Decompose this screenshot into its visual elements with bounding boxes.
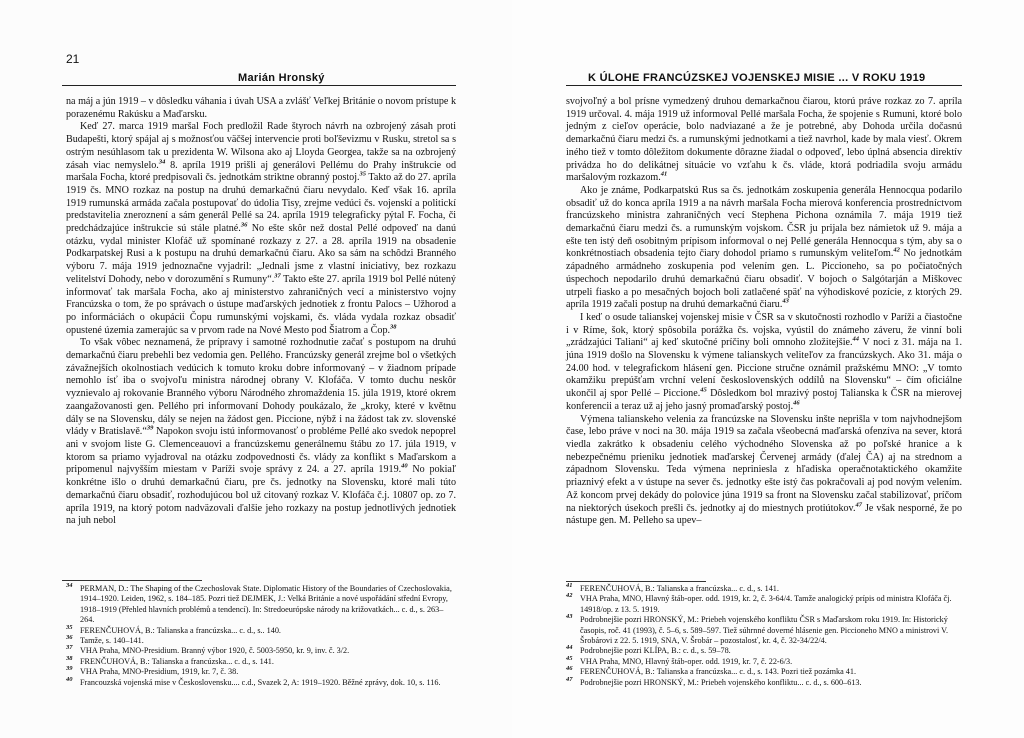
header-rule [566,85,962,86]
footnote-ref: 35 [359,170,367,178]
paragraph: svojvoľný a bol prísne vymedzený druhou demarkačnou čiarou, ktorú práve rozkaz zo 7. apríla 1919 určoval. 4. mája 1919 už informoval Pellé maršala Focha, že spojenie s Rumuni, ktoré bolo jedným z cieľov operácie, bolo nadviazané a že je potrebné, aby Dohoda určila dočasnú demarkačnú čiaru medzi čs. a rumunskými jednotkami a tiež navrhol, kade by mala viesť. Okrem iného tiež v tomto dôležitom dokumente dôrazne žiadal o odpoveď, lebo úplná absencia direktív privádza ho do delikátnej situácie vo vzťahu k čs. vláde, ktorá podriadila svoju armádu maršalovým rozkazom.$^{41}$ [566,96,962,184]
footnote: 42 VHA Praha, MNO, Hlavný štáb-oper. odd. 1919, kr. 2, č. 3-64/4. Tamže analogický prípis od ministra Klofáča čj. 14918/op. z 13. 5. 1919. [566,592,952,614]
paragraph: Keď 27. marca 1919 maršal Foch predložil Rade štyroch návrh na ozbrojený zásah proti Budapešti, ktorý spájal aj s možnosťou väčšej intervencie proti boľševizmu v Rusku, stretol sa s ostrým nesúhlasom tak u prezidenta W. Wilsona ako aj Lloyda Georgea, takže sa na ozbrojený zásah viac nemyslelo.$^{34}$ 8. apríla 1919 prišli aj generálovi Pellému do Prahy inštrukcie od maršala Focha, ktoré predpisovali čs. jednotkám striktne obranný postoj.$^{35}$ Takto až do 27. apríla 1919 čs. MNO rozkaz na postup na druhú demarkačnú čiaru nevydalo. Keď však 16. apríla 1919 rumunská armáda začala postupovať do údolia Tisy, zrejme vedúci čs. vojenskí a politickí predstavitelia zneroznení a sám generál Pellé sa 24. apríla 1919 telegraficky pýtal F. Focha, či predchádzajúce inštrukcie sú stále platné.$^{36}$ No ešte skôr než dostal Pellé odpoveď na danú otázku, vydal minister Klofáč už spomínané rozkazy z 27. a 28. apríla 1919 na obsadenie Podkarpatskej Rusi a k postupu na druhú demarkačnú čiaru. Ako sa sám na schôdzi Branného výboru 7. mája 1919 jednoznačne vyjadril: „Jednali jsme z vlastní iniciativy, bez rozkazu velitelství Dohody, nebo v dorozumění s Rumuny“.$^{37}$ Takto ešte 27. apríla 1919 bol Pellé nútený informovať tak maršala Focha, ako aj ministerstvo zahraničných vecí a ministerstvo vojny Francúzska o tom, že po správach o ústupe maďarských jednotiek z frontu Palocs – Užhorod a po informáciách o okupácii Čopu rumunskými vojskami, čs. vláda vydala rozkaz obsadiť opustené územia zamerajúc sa v prvom rade na Nové Mesto pod Šiatrom a Čop.$^{38}$ [66,121,456,336]
right-footnotes [566,584,962,688]
footnote: 44 Podrobnejšie pozri KLÍPA, B.: c. d., s. 59–78. [566,644,731,656]
paragraph: Výmena talianskeho velenia za francúzske na Slovensku inšte neprišla v tom najvhodnejšom čase, lebo práve v noci na 30. mája 1919 sa začala všeobecná maďarská ofenzíva na sever, ktorá viedla zakrátko k obsadeniu celého východného Slovenska až po poľské hranice a k nebezpečnému prieniku jednotiek maďarskej Červenej armády (ďalej ČA) aj na strednom a západnom Slovensku. Teda výmena nepriniesla z hľadiska operačnotaktického okamžite priaznivý efekt a v ústupe na sever čs. jednotky ešte istý čas pokračovali aj pod novým velením. Až koncom prvej dekády do polovice júna 1919 sa front na Slovensku začal stabilizovať, príčom na niektorých úsekoch prešli čs. jednotky aj do miestnych protiútokov.$^{47}$ Je však nesporné, že po nástupe gen. M. Pelleho sa upev– [566,413,962,527]
footnote-ref: 39 [146,424,154,432]
footnote-ref: 38 [390,323,397,331]
footnote: 38 FRENČUHOVÁ, B.: Talianska a francúzska... c. d., s. 141. [66,654,274,666]
footnote: 37 VHA Praha, MNO-Presidium. Branný výbor 1920, č. 5003-5950, kr. 9, inv. č. 3/2. [66,644,350,656]
footnote: 40 Francouzská vojenská mise v Československu.... c.d., Svazek 2, A: 1919–1920. Běžné zprávy, dok. 10, s. 116. [66,675,441,687]
header-rule [62,85,456,86]
footnote-ref: 45 [700,386,707,394]
footnote: 45 VHA Praha, MNO, Hlavný štáb-oper. odd. 1919, kr. 7, č. 22-6/3. [566,654,793,666]
left-body-text [66,96,456,528]
footnote: 47 Podrobnejšie pozri HRONSKÝ, M.: Priebeh vojenského konfliktu... c. d., s. 600–613. [566,675,862,687]
page-number: 21 [66,52,80,66]
footnote: 43 Podrobnejšie pozri HRONSKÝ, M.: Priebeh vojenského konfliktu ČSR s Maďarskom roku 1919. In: Historický časopis, roč. 41 (1993), č. 5–6, s. 589–597. Tiež súhrnné doverné hlásenie gen. Piccioneho MNO a ministrovi V. Šrobárovi z 22. 5. 1919, SNA, V. Šrobár – pozostalosť, kr. 4, č. 32-34/22/4. [566,613,949,646]
footnote-ref: 47 [855,501,862,509]
footnote-ref: 37 [274,272,281,280]
footnote-ref: 43 [782,297,789,305]
footnote-ref: 41 [660,170,668,178]
running-head-title: K ÚLOHE FRANCÚZSKEJ VOJENSKEJ MISIE ... V ROKU 1919 [588,72,926,84]
footnote-ref: 42 [893,247,900,255]
left-footnotes [66,584,456,688]
footnote: 46 FERENČUHOVÁ, B.: Talianska a francúzska... c. d., s. 143. Pozri tiež pozámka 41. [566,665,856,677]
footnote: 35 FERENČUHOVÁ, B.: Talianska a francúzska... c. d., s.. 140. [66,623,281,635]
footnote: 36 Tamže, s. 140–141. [66,634,144,646]
footnote-ref: 46 [793,399,800,407]
footnote-ref: 40 [401,463,408,471]
paragraph: na máj a jún 1919 – v dôsledku váhania i úvah USA a zvlášť Veľkej Británie o novom prístupe k porazenému Rakúsku a Maďarsku. [66,96,456,120]
footnote-rule [62,580,202,581]
footnote: 34 PERMAN, D.: The Shaping of the Czechoslovak State. Diplomatic History of the Boundaries of Czechoslovakia, 1914–1920. Leiden, 1962, s. 184–185. Pozri tiež DEJMEK, J.: Velká Británie a nové uspořádání střední Evropy, 1918–1919 (Přehled hlavních problémů a tendencí). In: Stredoeurópske národy na križovatkách... c. d., s. 263–264. [66,582,452,625]
footnote: 41 FERENČUHOVÁ, B.: Talianska a francúzska... c. d., s. 141. [566,582,779,593]
paragraph: Ako je známe, Podkarpatskú Rus sa čs. jednotkám zoskupenia generála Hennocqua podarilo obsadiť už do konca apríla 1919 a na návrh maršala Focha mierová konferencia prostredníctvom francúzskeho ministra zahraničných vecí Stephena Pichona oznámila 7. mája 1919 tiež demarkačnú čiaru medzi čs. a rumunským vojskom. ČSR ju prijala bez námietok už 9. mája a ešte ten istý deň osobitným prípisom informoval o nej Pellé generála Hennocqua s tým, aby sa o konkrétnostiach obsadenia tejto čiary dohodol priamo s rumunským veliteľom.$^{42}$ No jednotkám západného armádneho zoskupenia pod velením gen. L. Piccioneho, sa po počiatočných úspechoch nepodarilo druhú demarkačnú čiaru obsadiť. V bojoch o Salgótarján a Miškovec utrpeli fiasko a po mesačných bojoch boli zatlačené späť na výhodiskové pozície, z ktorých 29. apríla 1919 začali postup na druhú demarkačnú čiaru.$^{43}$ [566,184,963,311]
right-page [512,0,1024,738]
right-body-text [566,96,962,528]
footnote-ref: 34 [158,158,166,166]
paragraph: To však vôbec neznamená, že prípravy i samotné rozhodnutie začať s postupom na druhú demarkačnú čiaru prebehli bez vedomia gen. Pellého. Francúzsky generál zrejme bol o všetkých závažnejších okolnostiach vedúcich k tomuto kroku dobre informovaný – v žiadnom prípade nemohlo ísť iba o svojvoľu ministra národnej obrany V. Klofáča. V tomto duchu neskôr vyznievalo aj rokovanie Branného výboru Národného zhromaždenia 15. júla 1919, ktoré okrem zaangažovanosti gen. Pellého pri informovaní Dohody poukázalo, že „kroky, které v květnu dály se na Slovensku, dály se nejen na žádost gen. Piccione, nýbž i na žádost tak zv. slovenské vlády v Bratislavě.“$^{39}$ Napokon svoju istú informovanosť o probléme Pellé ako svedok nepoprel ani v svojom liste G. Clemenceauovi a francúzskemu generálnemu štábu zo 17. júla 1919, v ktorom sa priamo vyjadroval na otázku zodpovednosti čs. vlády za konflikt s Maďarskom a pripomenul najvyšším miestam v Paríži svoje správy z 24. a 27. apríla 1919.40 No pokiaľ konkrétne išlo o druhú demarkačnú čiaru, pre čs. jednotky na Slovensku, ktoré mali túto demarkačnú čiaru obsadiť, rozhodujúcou bol už citovaný rozkaz V. Klofáča č.j. 10807 op. zo 7. apríla 1919, na ktorý potom nadväzovali ďalšie jeho rozkazy na postup jednotlivých jednotiek na juh nebol [66,337,457,527]
footnote: 39 VHA Praha, MNO-Presidium, 1919, kr. 7, č. 38. [66,665,239,677]
paragraph: I keď o osude talianskej vojenskej misie v ČSR sa v skutočnosti rozhodlo v Paríži a čiastočne i v Ríme, šok, ktorý spôsobila porážka čs. vojska, vyústil do známeho záveru, že vinní boli „zrádzajúci Taliani“ aj keď skutočné príčiny boli omnoho zložitejšie.$^{44}$ V noci z 31. mája na 1. júna 1919 došlo na Slovensku k výmene talianskych veliteľov za francúzskych. Ako 31. mája o 24.00 hod. v telegrafickom hlásení gen. Piccione stručne oznámil pražskému MNO: „V tomto okamžiku prepúšťam vrchní velení československých oddílů na Slovensku“ – čím oficiálne ukončil aj spor Pellé – Piccione.$^{45}$ Dôsledkom bol mrazivý postoj Talianska k ČSR na mierovej konferencii a teraz už aj jeho jasný promaďarský postoj.$^{46}$ [566,311,962,412]
running-head-author: Marián Hronský [238,72,325,84]
footnote-ref: 44 [852,336,860,343]
footnote-ref: 36 [240,221,248,229]
footnote-rule [566,581,706,582]
